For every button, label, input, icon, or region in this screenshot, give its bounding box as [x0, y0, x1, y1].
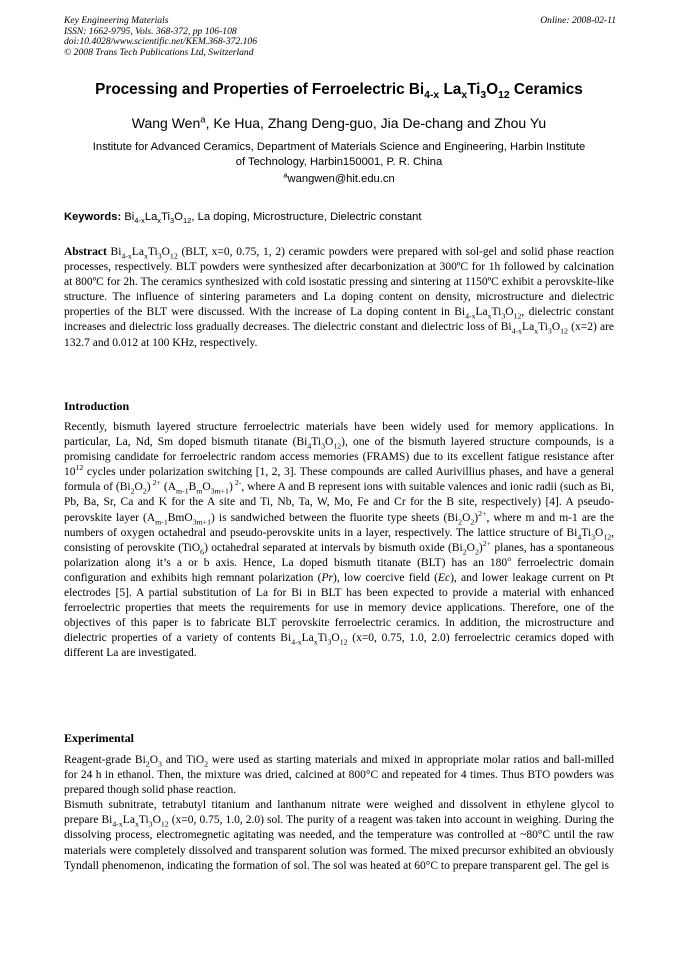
experimental-text [64, 753, 614, 874]
author-email: $^a$wangwen@hit.edu.cn [283, 170, 395, 185]
experimental-paragraph-2: Bismuth subnitrate, tetrabutyl titanium and lanthanum nitrate were weighed and dissolvent in ethylene glycol to prepare $Bi_{4-x}La_xTi_3O_{12}$ (x=0, 0.75, 1.0, 2.0) sol. The purity of a reagent was taken into account in weighing. During the dissolving process, electromegnetic agitating was needed, and the temperature was controlled at ~80°C until the raw materials were completely dissolved and transparent solution was formed. The mixed precursor exhibited an obviously Tyndall phenomenon, indicating the formation of sol. The sol was heated at 60°C to prepare transparent gel. The gel is [64, 799, 614, 872]
section-heading-experimental: Experimental [64, 731, 134, 745]
section-heading-introduction: Introduction [64, 399, 130, 413]
email-link[interactable]: wangwen@hit.edu.cn [287, 173, 395, 185]
affiliation: Institute for Advanced Ceramics, Department of Materials Science and Engineering, Harbin Institute of Technology, Harbin150001, P. R. China [92, 141, 586, 168]
journal-header [64, 16, 616, 58]
author-list: Wang Wen$^a$, Ke Hua, Zhang Deng-guo, Jia De-chang and Zhou Yu [131, 114, 547, 131]
abstract: Abstract $Bi_{4-x}La_xTi_3O_{12}$ (BLT, x=0, 0.75, 1, 2) ceramic powders were prepared with sol-gel and solid phase reaction processes, respectively. BLT powders were synthesized after decarbonization at 300ºC for 1h followed by calcination at 800ºC for 2h. The ceramics synthesized with cold isostatic pressing and sintering at 1150ºC exhibit a perovskite-like structure. The influence of sintering parameters and La doping content on density, microstructure and dielectric properties of the BLT were discussed. With the increase of La doping content in $Bi_{4-x}La_xTi_3O_{12}$, dielectric constant increases and dielectric loss gradually decreases. The dielectric constant and dielectric loss of $Bi_{4-x}La_xTi_3O_{12}$ (x=2) are 132.7 and 0.012 at 100 KHz, respectively. [64, 246, 614, 349]
online-date: Online: 2008-02-11 [540, 15, 616, 26]
doi-line: doi:10.4028/www.scientific.net/KEM.368-372.106 [64, 36, 258, 48]
paper-title: Processing and Properties of Ferroelectric $Bi_{4-x}$ $La_xTi_3O_{12}$ Ceramics [95, 81, 583, 102]
copyright-line: © 2008 Trans Tech Publications Ltd, Switzerland [64, 46, 254, 58]
keywords: Keywords: $Bi_{4-x}La_xTi_3O_{12}$, La doping, Microstructure, Dielectric constant [64, 211, 422, 226]
introduction-text: Recently, bismuth layered structure ferroelectric materials have been widely used for memory applications. In particular, La, Nd, Sm doped bismuth titanate $(Bi_4Ti_3O_{12})$, one of the bismuth layered structure compounds, is a promising candidate for ferroelectric random access memories (FRAMS) due to its excellent fatigue resistance after $10^{12}$ cycles under polarization switching [1, 2, 3]. These compounds are called Aurivillius phases, and have a general formula of $(Bi_2O_2)$ $^{2+}$ $(A_{m-1}B_mO_{3m+1})$ $^{2-}$, where A and B represent ions with suitable valences and ionic radii (such as Bi, Pb, Ba, Sr, Ca and K for the A site and Ti, Nb, Ta, W, Mo, Fe and Cr for the B site, respectively) [4]. A pseudo-perovskite layer $(A_{m-1}BmO_{3m+1})$ is sandwiched between the fluorite type sheets $(Bi_2O_2)^{2+}$, where m and m-1 are the numbers of oxygen octahedral and pseudo-perovskite units in a layer, respectively. The lattice structure of $Bi_4Ti_3O_{12}$, consisting of perovskite (TiO$_6$) octahedral separated at intervals by bismuth oxide $(Bi_2O_2)^{2+}$ planes, has a spontaneous polarization along it’s a or b axis. Hence, La doped bismuth titanate (BLT) has an 180$^o$ ferroelectric domain configuration and exhibits high remnant polarization (Pr), low coercive field (Ec), and lower leakage current on Pt electrodes [5]. A partial substitution of La for Bi in BLT has been expected to provide a material with enhanced ferroelectric properties that meets the requirements for use in memory device applications. Therefore, one of the objectives of this paper is to fabricate BLT perovskite ferroelectric ceramics. In addition, the microstructure and dielectric properties of a variety of contents $Bi_{4-x}La_xTi_3O_{12}$ (x=0, 0.75, 1.0, 2.0) ferroelectric ceramics doped with different La are investigated. [64, 421, 614, 660]
issn-line: ISSN: 1662-9795, Vols. 368-372, pp 106-108 [64, 25, 237, 37]
experimental-paragraph-1: Reagent-grade $Bi_2O_3$ and TiO$_2$ were used as starting materials and mixed in appropriate molar ratios and ball-milled for 24 h in ethanol. Then, the mixture was dried, calcined at 800°C and repeated for 4 times. Thus BTO powders was prepared though solid phase reaction. [64, 754, 614, 797]
journal-name: Key Engineering Materials [64, 15, 169, 26]
